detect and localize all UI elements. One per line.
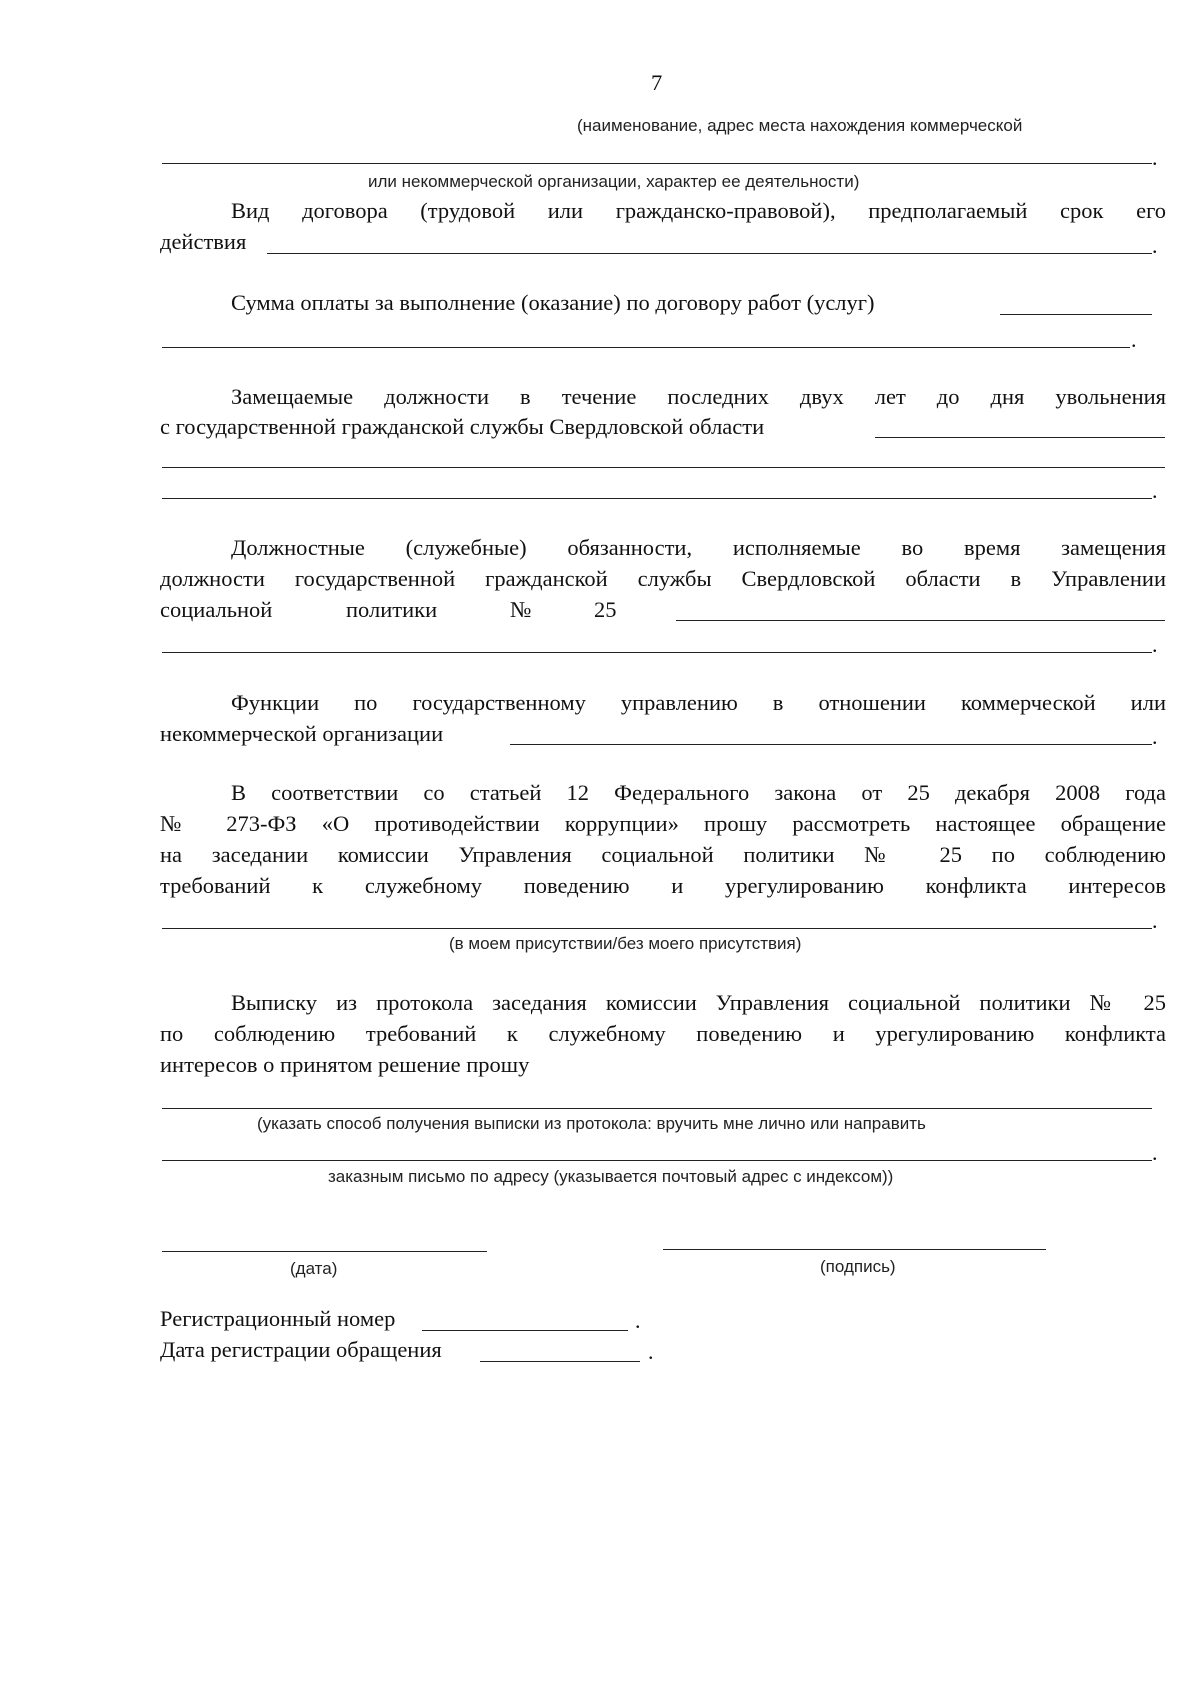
functions-label: некоммерческой организации	[160, 721, 444, 746]
presence-caption: (в моем присутствии/без моего присутствия)	[449, 934, 802, 953]
payment-line-1[interactable]	[1000, 314, 1152, 315]
method-field-2[interactable]	[162, 1160, 1152, 1161]
duties-word-policy: политики	[346, 597, 438, 622]
positions-line-2: с государственной гражданской службы Свердловской области	[160, 414, 765, 439]
period: .	[1152, 908, 1158, 933]
request-line-3: на заседании комиссии Управления социальной политики № 25 по соблюдению	[160, 842, 1166, 867]
reg-number-label: Регистрационный номер	[160, 1306, 396, 1331]
request-line-2: № 273-ФЗ «О противодействии коррупции» прошу рассмотреть настоящее обращение	[160, 811, 1166, 836]
extract-line-1: Выписку из протокола заседания комиссии Управления социальной политики № 25	[231, 990, 1166, 1015]
contract-term-label: действия	[160, 229, 247, 254]
signature-field[interactable]	[663, 1249, 1046, 1250]
period: .	[1152, 724, 1158, 749]
duties-word-number-sign: №	[510, 597, 532, 622]
reg-date-label: Дата регистрации обращения	[160, 1337, 442, 1362]
org-caption-bottom: или некоммерческой организации, характер ее деятельности)	[368, 172, 860, 191]
period: .	[1152, 1140, 1158, 1165]
period: .	[1131, 327, 1137, 352]
method-caption-1: (указать способ получения выписки из протокола: вручить мне лично или направить	[257, 1114, 926, 1133]
functions-line-1: Функции по государственному управлению в отношении коммерческой или	[231, 690, 1166, 715]
positions-line-1: Замещаемые должности в течение последних двух лет до дня увольнения	[231, 384, 1166, 409]
duties-word-number: 25	[594, 597, 617, 622]
reg-date-field[interactable]	[480, 1361, 640, 1362]
period: .	[635, 1308, 641, 1333]
period: .	[1152, 233, 1158, 258]
request-line-1: В соответствии со статьей 12 Федерального закона от 25 декабря 2008 года	[231, 780, 1166, 805]
method-field-1[interactable]	[162, 1108, 1152, 1109]
signature-caption: (подпись)	[820, 1257, 896, 1276]
period: .	[1152, 478, 1158, 503]
contract-term-line[interactable]	[267, 253, 1152, 254]
duties-word-social: социальной	[160, 597, 273, 622]
period: .	[1152, 145, 1158, 170]
positions-field-3[interactable]	[162, 498, 1152, 499]
contract-type-line: Вид договора (трудовой или гражданско-правовой), предполагаемый срок его	[231, 198, 1166, 223]
positions-field-2[interactable]	[162, 467, 1165, 468]
presence-field[interactable]	[162, 928, 1152, 929]
duties-line-2: должности государственной гражданской службы Свердловской области в Управлении	[160, 566, 1166, 591]
date-field[interactable]	[162, 1251, 487, 1252]
payment-line-2[interactable]	[162, 347, 1130, 348]
org-line[interactable]	[162, 163, 1152, 164]
reg-number-field[interactable]	[422, 1330, 628, 1331]
extract-line-2: по соблюдению требований к служебному поведению и урегулированию конфликта	[160, 1021, 1166, 1046]
positions-field-1[interactable]	[875, 437, 1165, 438]
period: .	[1152, 632, 1158, 657]
org-caption-top: (наименование, адрес места нахождения коммерческой	[577, 116, 1023, 135]
date-caption: (дата)	[290, 1259, 338, 1278]
duties-line-1: Должностные (служебные) обязанности, исполняемые во время замещения	[231, 535, 1166, 560]
duties-field-2[interactable]	[162, 652, 1152, 653]
extract-line-3: интересов о принятом решение прошу	[160, 1052, 530, 1077]
payment-label: Сумма оплаты за выполнение (оказание) по договору работ (услуг)	[231, 290, 875, 315]
page-number: 7	[651, 70, 663, 95]
method-caption-2: заказным письмо по адресу (указывается почтовый адрес с индексом))	[328, 1167, 894, 1186]
request-line-4: требований к служебному поведению и урегулированию конфликта интересов	[160, 873, 1166, 898]
functions-field[interactable]	[510, 744, 1152, 745]
period: .	[648, 1339, 654, 1364]
duties-field-1[interactable]	[676, 620, 1165, 621]
